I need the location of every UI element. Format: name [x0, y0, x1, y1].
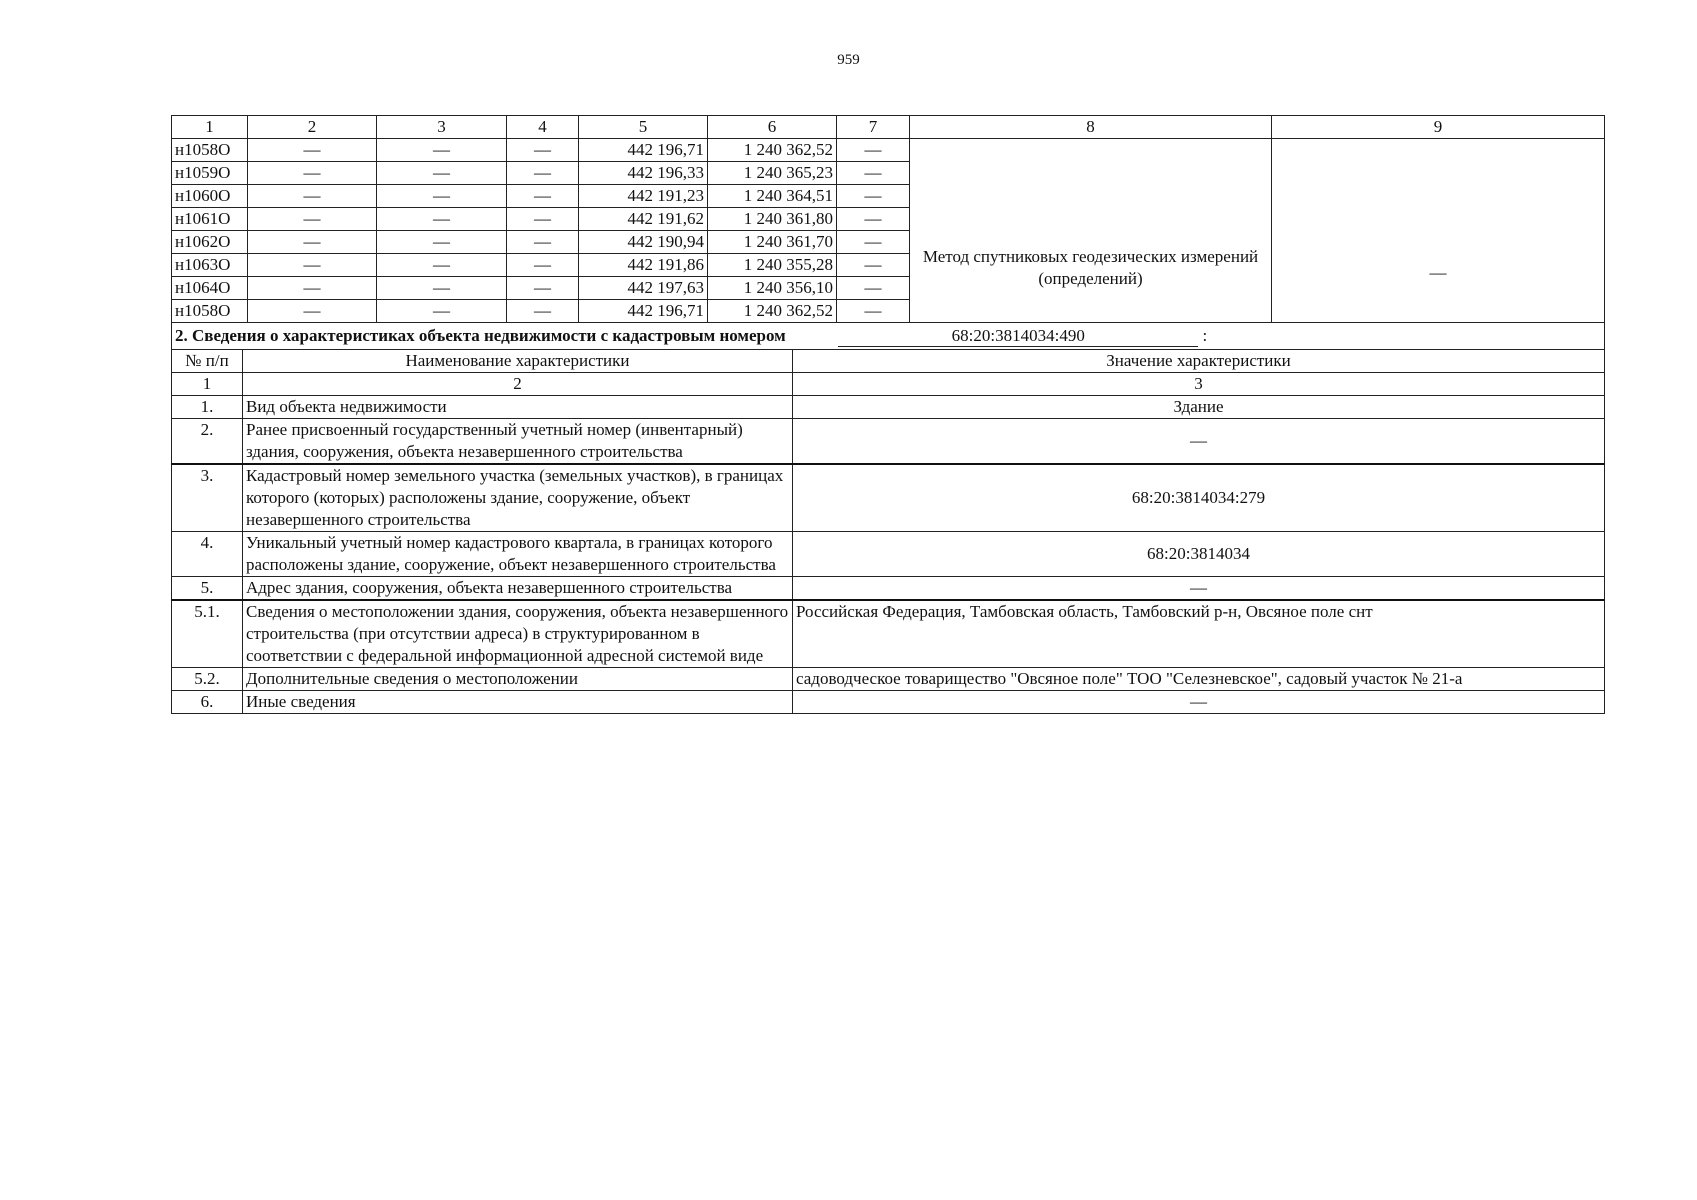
characteristics-header-nums-row [172, 373, 1605, 396]
cell-x: 442 196,71 [579, 300, 708, 323]
cell-x: 442 190,94 [579, 231, 708, 254]
cell-x: 442 191,86 [579, 254, 708, 277]
characteristics-table [171, 322, 1605, 714]
row-number: 5. [172, 577, 243, 601]
cell-c3: — [377, 231, 507, 254]
header-cell: 1 [172, 116, 248, 139]
cell-c7: — [837, 300, 910, 323]
row-number: 3. [172, 464, 243, 532]
cell-c7: — [837, 139, 910, 162]
row-name: Иные сведения [243, 691, 793, 714]
table-row [172, 577, 1605, 601]
cell-c7: — [837, 162, 910, 185]
row-value: Здание [793, 396, 1605, 419]
cell-y: 1 240 356,10 [708, 277, 837, 300]
row-name: Кадастровый номер земельного участка (земельных участков), в границах которого (которых) расположены здание, сооружение, объект незавершенного строительства [243, 464, 793, 532]
cell-c2: — [248, 254, 377, 277]
coordinates-table-body [172, 116, 1605, 323]
colon: : [1202, 326, 1208, 345]
header-cell: 8 [910, 116, 1272, 139]
cell-y: 1 240 361,70 [708, 231, 837, 254]
row-value: садоводческое товарищество "Овсяное поле" ТОО "Селезневское", садовый участок № 21-а [793, 668, 1605, 691]
cell-y: 1 240 362,52 [708, 139, 837, 162]
cell-x: 442 191,62 [579, 208, 708, 231]
cell-c2: — [248, 208, 377, 231]
header-name: Наименование характеристики [243, 350, 793, 373]
cell-c4: — [507, 277, 579, 300]
table-row [172, 139, 1605, 162]
characteristics-table-body [172, 323, 1605, 714]
header-cell: 2 [248, 116, 377, 139]
header-num: № п/п [172, 350, 243, 373]
header-cell: 6 [708, 116, 837, 139]
coordinates-header-row [172, 116, 1605, 139]
row-name: Адрес здания, сооружения, объекта незавершенного строительства [243, 577, 793, 601]
cell-c3: — [377, 277, 507, 300]
page-number: 959 [837, 52, 860, 68]
row-name: Ранее присвоенный государственный учетный номер (инвентарный) здания, сооружения, объекта незавершенного строительства [243, 419, 793, 465]
cell-c3: — [377, 300, 507, 323]
document-body [171, 115, 1604, 714]
method-cell: Метод спутниковых геодезических измерений (определений) [910, 139, 1272, 323]
point-name: н1061О [172, 208, 248, 231]
cell-c7: — [837, 185, 910, 208]
row-name: Сведения о местоположении здания, сооружения, объекта незавершенного строительства (при отсутствии адреса) в структурированном в соответствии с федеральной информационной адресной системой виде [243, 600, 793, 668]
cell-c4: — [507, 231, 579, 254]
point-name: н1063О [172, 254, 248, 277]
row-name: Дополнительные сведения о местоположении [243, 668, 793, 691]
row-value: — [793, 419, 1605, 465]
table-row [172, 600, 1605, 668]
cell-c4: — [507, 300, 579, 323]
cell-c7: — [837, 231, 910, 254]
row-value: 68:20:3814034 [793, 532, 1605, 577]
cell-c4: — [507, 208, 579, 231]
section-title: 2. Сведения о характеристиках объекта недвижимости с кадастровым номером [175, 326, 786, 345]
cell-c2: — [248, 300, 377, 323]
row-value: — [793, 691, 1605, 714]
header-cell: 4 [507, 116, 579, 139]
header-num-1: 1 [172, 373, 243, 396]
row-number: 4. [172, 532, 243, 577]
row-number: 1. [172, 396, 243, 419]
table-row [172, 419, 1605, 465]
cell-c2: — [248, 185, 377, 208]
header-cell: 3 [377, 116, 507, 139]
col9-cell: — [1272, 139, 1605, 323]
cell-c7: — [837, 254, 910, 277]
row-value: Российская Федерация, Тамбовская область, Тамбовский р-н, Овсяное поле снт [793, 600, 1605, 668]
row-number: 5.1. [172, 600, 243, 668]
coordinates-table [171, 115, 1605, 323]
cell-y: 1 240 361,80 [708, 208, 837, 231]
cell-c7: — [837, 277, 910, 300]
cadastral-number: 68:20:3814034:490 [838, 326, 1198, 347]
cell-y: 1 240 362,52 [708, 300, 837, 323]
cell-c3: — [377, 139, 507, 162]
table-row [172, 668, 1605, 691]
point-name: н1064О [172, 277, 248, 300]
row-number: 2. [172, 419, 243, 465]
cell-x: 442 197,63 [579, 277, 708, 300]
header-cell: 7 [837, 116, 910, 139]
characteristics-header-row [172, 350, 1605, 373]
cell-c4: — [507, 254, 579, 277]
cell-c2: — [248, 162, 377, 185]
header-cell: 9 [1272, 116, 1605, 139]
cell-c3: — [377, 208, 507, 231]
row-value: — [793, 577, 1605, 601]
cell-c3: — [377, 162, 507, 185]
cell-c3: — [377, 185, 507, 208]
cell-c4: — [507, 185, 579, 208]
header-num-2: 2 [243, 373, 793, 396]
header-value: Значение характеристики [793, 350, 1605, 373]
cell-c4: — [507, 139, 579, 162]
row-name: Вид объекта недвижимости [243, 396, 793, 419]
header-cell: 5 [579, 116, 708, 139]
cell-c4: — [507, 162, 579, 185]
cell-x: 442 196,33 [579, 162, 708, 185]
point-name: н1059О [172, 162, 248, 185]
cell-c3: — [377, 254, 507, 277]
table-row [172, 532, 1605, 577]
section-title-row [172, 323, 1605, 350]
point-name: н1058О [172, 139, 248, 162]
cell-c7: — [837, 208, 910, 231]
row-value: 68:20:3814034:279 [793, 464, 1605, 532]
header-num-3: 3 [793, 373, 1605, 396]
point-name: н1058О [172, 300, 248, 323]
table-row [172, 691, 1605, 714]
row-number: 5.2. [172, 668, 243, 691]
row-name: Уникальный учетный номер кадастрового квартала, в границах которого расположены здание, сооружение, объект незавершенного строительства [243, 532, 793, 577]
cell-x: 442 191,23 [579, 185, 708, 208]
cell-c2: — [248, 139, 377, 162]
cell-x: 442 196,71 [579, 139, 708, 162]
table-row [172, 464, 1605, 532]
section-title-cell [172, 323, 1605, 350]
cell-y: 1 240 364,51 [708, 185, 837, 208]
table-row [172, 396, 1605, 419]
cell-c2: — [248, 277, 377, 300]
row-number: 6. [172, 691, 243, 714]
cell-y: 1 240 365,23 [708, 162, 837, 185]
point-name: н1062О [172, 231, 248, 254]
point-name: н1060О [172, 185, 248, 208]
cell-c2: — [248, 231, 377, 254]
cell-y: 1 240 355,28 [708, 254, 837, 277]
